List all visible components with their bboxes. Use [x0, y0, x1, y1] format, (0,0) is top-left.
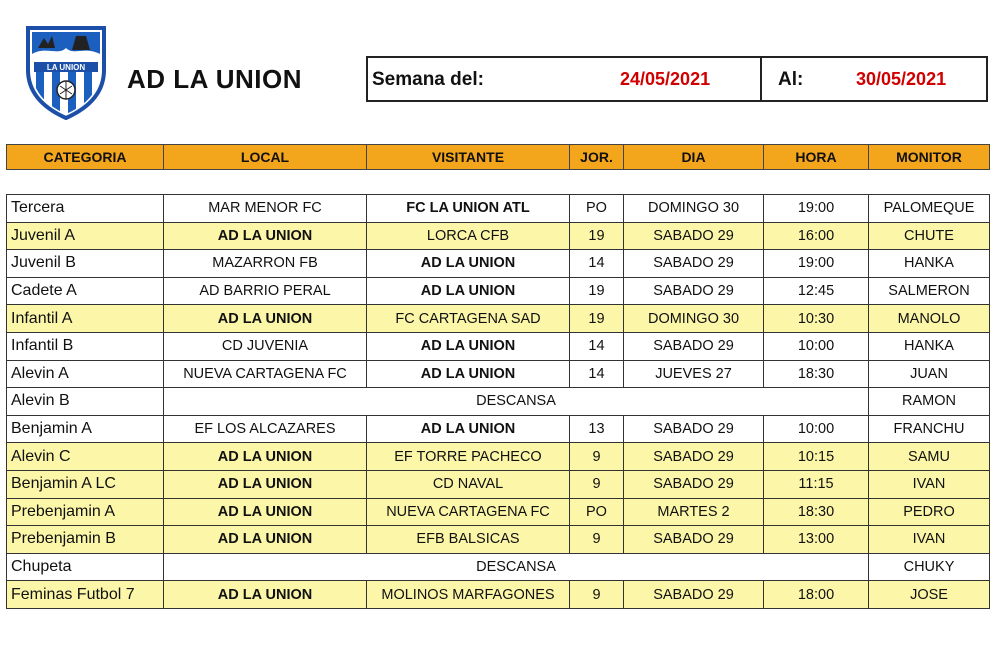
- local-team-cell: MAZARRON FB: [164, 250, 367, 278]
- rest-cell: DESCANSA: [164, 388, 869, 416]
- matchday-cell: 9: [570, 443, 624, 471]
- visiting-team-cell: CD NAVAL: [367, 470, 570, 498]
- match-day-cell: SABADO 29: [624, 526, 764, 554]
- local-team-cell: AD LA UNION: [164, 305, 367, 333]
- table-row: [7, 195, 990, 223]
- monitor-cell: HANKA: [869, 250, 990, 278]
- table-row: [7, 277, 990, 305]
- visiting-team-cell: EFB BALSICAS: [367, 526, 570, 554]
- category-cell: Prebenjamin A: [7, 498, 164, 526]
- monitor-cell: RAMON: [869, 388, 990, 416]
- visiting-team-cell: FC CARTAGENA SAD: [367, 305, 570, 333]
- monitor-cell: IVAN: [869, 526, 990, 554]
- schedule-header-row: [6, 144, 990, 170]
- matchday-cell: 14: [570, 360, 624, 388]
- matchday-cell: 19: [570, 305, 624, 333]
- week-start-date: 24/05/2021: [620, 69, 711, 89]
- monitor-cell: HANKA: [869, 332, 990, 360]
- column-header-monitor: MONITOR: [869, 145, 990, 170]
- visiting-team-cell: AD LA UNION: [367, 277, 570, 305]
- week-start-label: Semana del:: [372, 69, 484, 90]
- match-time-cell: 12:45: [764, 277, 869, 305]
- match-time-cell: 10:00: [764, 415, 869, 443]
- category-cell: Chupeta: [7, 553, 164, 581]
- category-cell: Alevin B: [7, 388, 164, 416]
- match-day-cell: SABADO 29: [624, 277, 764, 305]
- rest-cell: DESCANSA: [164, 553, 869, 581]
- match-day-cell: SABADO 29: [624, 222, 764, 250]
- match-day-cell: SABADO 29: [624, 415, 764, 443]
- monitor-cell: CHUKY: [869, 553, 990, 581]
- column-header-jornada: JOR.: [570, 145, 624, 170]
- category-cell: Juvenil A: [7, 222, 164, 250]
- local-team-cell: EF LOS ALCAZARES: [164, 415, 367, 443]
- match-time-cell: 19:00: [764, 195, 869, 223]
- column-header-dia: DIA: [624, 145, 764, 170]
- visiting-team-cell: AD LA UNION: [367, 250, 570, 278]
- monitor-cell: IVAN: [869, 470, 990, 498]
- monitor-cell: JUAN: [869, 360, 990, 388]
- matchday-cell: 13: [570, 415, 624, 443]
- monitor-cell: PALOMEQUE: [869, 195, 990, 223]
- table-row: [7, 388, 990, 416]
- column-header-local: LOCAL: [164, 145, 367, 170]
- matchday-cell: 19: [570, 222, 624, 250]
- visiting-team-cell: NUEVA CARTAGENA FC: [367, 498, 570, 526]
- match-day-cell: SABADO 29: [624, 443, 764, 471]
- matchday-cell: 19: [570, 277, 624, 305]
- table-row: [7, 360, 990, 388]
- local-team-cell: AD LA UNION: [164, 526, 367, 554]
- category-cell: Benjamin A: [7, 415, 164, 443]
- monitor-cell: MANOLO: [869, 305, 990, 333]
- category-cell: Feminas Futbol 7: [7, 581, 164, 609]
- match-time-cell: 10:15: [764, 443, 869, 471]
- local-team-cell: AD LA UNION: [164, 581, 367, 609]
- monitor-cell: FRANCHU: [869, 415, 990, 443]
- visiting-team-cell: AD LA UNION: [367, 332, 570, 360]
- matchday-cell: 9: [570, 581, 624, 609]
- club-crest-logo: [24, 24, 108, 120]
- local-team-cell: AD LA UNION: [164, 222, 367, 250]
- table-row: [7, 526, 990, 554]
- match-day-cell: SABADO 29: [624, 581, 764, 609]
- local-team-cell: NUEVA CARTAGENA FC: [164, 360, 367, 388]
- visiting-team-cell: EF TORRE PACHECO: [367, 443, 570, 471]
- match-time-cell: 18:30: [764, 498, 869, 526]
- local-team-cell: AD LA UNION: [164, 498, 367, 526]
- category-cell: Juvenil B: [7, 250, 164, 278]
- matchday-cell: 9: [570, 526, 624, 554]
- table-row: [7, 250, 990, 278]
- visiting-team-cell: AD LA UNION: [367, 360, 570, 388]
- column-header-categoria: CATEGORIA: [7, 145, 164, 170]
- table-row: [7, 553, 990, 581]
- table-row: [7, 222, 990, 250]
- local-team-cell: AD LA UNION: [164, 470, 367, 498]
- week-end-label: Al:: [778, 69, 804, 90]
- monitor-cell: SALMERON: [869, 277, 990, 305]
- match-day-cell: MARTES 2: [624, 498, 764, 526]
- match-day-cell: SABADO 29: [624, 250, 764, 278]
- matchday-cell: 14: [570, 332, 624, 360]
- monitor-cell: PEDRO: [869, 498, 990, 526]
- category-cell: Alevin A: [7, 360, 164, 388]
- club-name: AD LA UNION: [127, 64, 302, 94]
- category-cell: Tercera: [7, 195, 164, 223]
- match-day-cell: JUEVES 27: [624, 360, 764, 388]
- table-row: [7, 581, 990, 609]
- match-day-cell: SABADO 29: [624, 470, 764, 498]
- category-cell: Alevin C: [7, 443, 164, 471]
- match-time-cell: 19:00: [764, 250, 869, 278]
- match-day-cell: DOMINGO 30: [624, 305, 764, 333]
- category-cell: Benjamin A LC: [7, 470, 164, 498]
- table-row: [7, 415, 990, 443]
- matchday-cell: 9: [570, 470, 624, 498]
- monitor-cell: JOSE: [869, 581, 990, 609]
- local-team-cell: AD BARRIO PERAL: [164, 277, 367, 305]
- monitor-cell: SAMU: [869, 443, 990, 471]
- week-range-box: [366, 56, 988, 102]
- match-time-cell: 18:30: [764, 360, 869, 388]
- column-header-hora: HORA: [764, 145, 869, 170]
- local-team-cell: AD LA UNION: [164, 443, 367, 471]
- match-time-cell: 10:00: [764, 332, 869, 360]
- monitor-cell: CHUTE: [869, 222, 990, 250]
- local-team-cell: CD JUVENIA: [164, 332, 367, 360]
- visiting-team-cell: MOLINOS MARFAGONES: [367, 581, 570, 609]
- category-cell: Prebenjamin B: [7, 526, 164, 554]
- category-cell: Cadete A: [7, 277, 164, 305]
- category-cell: Infantil A: [7, 305, 164, 333]
- match-day-cell: DOMINGO 30: [624, 195, 764, 223]
- table-row: [7, 498, 990, 526]
- match-time-cell: 18:00: [764, 581, 869, 609]
- table-row: [7, 470, 990, 498]
- match-time-cell: 16:00: [764, 222, 869, 250]
- visiting-team-cell: AD LA UNION: [367, 415, 570, 443]
- matchday-cell: PO: [570, 195, 624, 223]
- table-row: [7, 443, 990, 471]
- week-box-divider: [760, 58, 762, 100]
- match-time-cell: 13:00: [764, 526, 869, 554]
- visiting-team-cell: FC LA UNION ATL: [367, 195, 570, 223]
- table-row: [7, 305, 990, 333]
- match-time-cell: 10:30: [764, 305, 869, 333]
- local-team-cell: MAR MENOR FC: [164, 195, 367, 223]
- match-day-cell: SABADO 29: [624, 332, 764, 360]
- schedule-table: [6, 194, 990, 609]
- svg-text:LA UNION: LA UNION: [46, 63, 86, 72]
- week-end-date: 30/05/2021: [856, 69, 947, 89]
- matchday-cell: PO: [570, 498, 624, 526]
- column-header-visitante: VISITANTE: [367, 145, 570, 170]
- visiting-team-cell: LORCA CFB: [367, 222, 570, 250]
- table-row: [7, 332, 990, 360]
- matchday-cell: 14: [570, 250, 624, 278]
- match-time-cell: 11:15: [764, 470, 869, 498]
- category-cell: Infantil B: [7, 332, 164, 360]
